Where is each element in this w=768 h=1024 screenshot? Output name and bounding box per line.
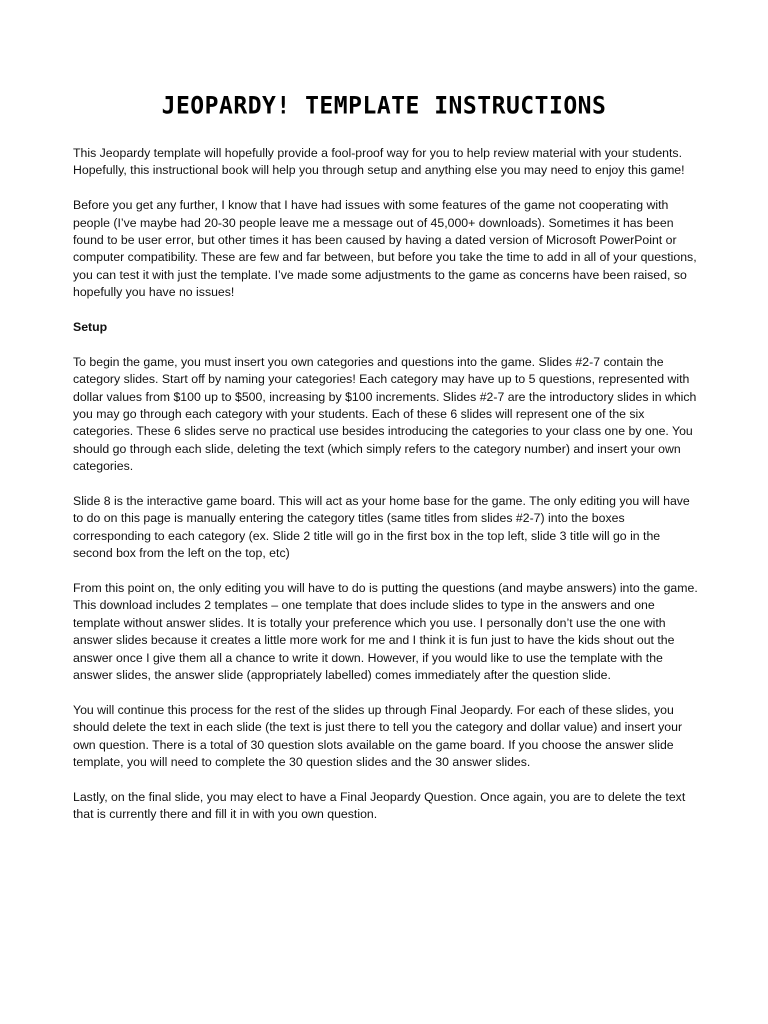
setup-paragraph-questions: From this point on, the only editing you will have to do is putting the questions (and maybe answers) into the game. This download includes 2 templates – one template that does include slides to type in the answers and one template without answer slides. It is totally your preference which you use. I personally don’t use the one with answer slides because it creates a little more work for me and I think it is fun just to have the kids shout out the answer once I give them all a chance to write it down. However, if you would like to use the template with the answer slides, the answer slide (appropriately labelled) comes immediately after the question slide. xyxy=(73,581,698,683)
document-title: JEOPARDY! TEMPLATE INSTRUCTIONS xyxy=(161,92,607,120)
setup-paragraph-continue: You will continue this process for the rest of the slides up through Final Jeopardy. For each of these slides, you should delete the text in each slide (the text is just there to tell you the category and dollar value) and insert your own question. There is a total of 30 question slots available on the game board. If you choose the answer slide template, you will need to complete the 30 question slides and the 30 answer slides. xyxy=(73,702,683,770)
setup-paragraph-categories: To begin the game, you must insert you own categories and questions into the game. Slides #2-7 contain the category slides. Start off by naming your categories! Each category may have up to 5 questions, represented with dollar values from $100 up to $500, increasing by $100 increments. Slides #2-7 are the introductory slides in which you may go through each category with your students. Each of these 6 slides will represent one of the six categories. These 6 slides serve no practical use besides introducing the categories to your class one by one. You should go through each slide, deleting the text (which simply refers to the category number) and insert your own categories. xyxy=(73,354,697,474)
document-body xyxy=(73,145,703,841)
setup-heading: Setup xyxy=(73,320,108,335)
setup-paragraph-game-board: Slide 8 is the interactive game board. This will act as your home base for the game. The only editing you will have to do on this page is manually entering the category titles (same titles from slides #2-7) into the boxes corresponding to each category (ex. Slide 2 title will go in the first box in the top left, slide 3 title will go in the second box from the left on the top, etc) xyxy=(73,494,690,561)
intro-paragraph: This Jeopardy template will hopefully provide a fool-proof way for you to help review material with your students. Hopefully, this instructional book will help you through setup and anything else you may need to enjoy this game! xyxy=(73,146,685,178)
issues-paragraph: Before you get any further, I know that I have had issues with some features of the game not cooperating with people (I’ve maybe had 20-30 people leave me a message out of 45,000+ downloads). Sometimes it has been found to be user error, but other times it has been caused by having a dated version of Microsoft PowerPoint or computer compatibility. These are few and far between, but before you take the time to add in all of your questions, you can test it with just the template. I’ve made some adjustments to the game as concerns have been raised, so hopefully you have no issues! xyxy=(73,198,697,300)
setup-paragraph-final: Lastly, on the final slide, you may elect to have a Final Jeopardy Question. Once again, you are to delete the text that is currently there and fill it in with you own question. xyxy=(73,789,686,822)
